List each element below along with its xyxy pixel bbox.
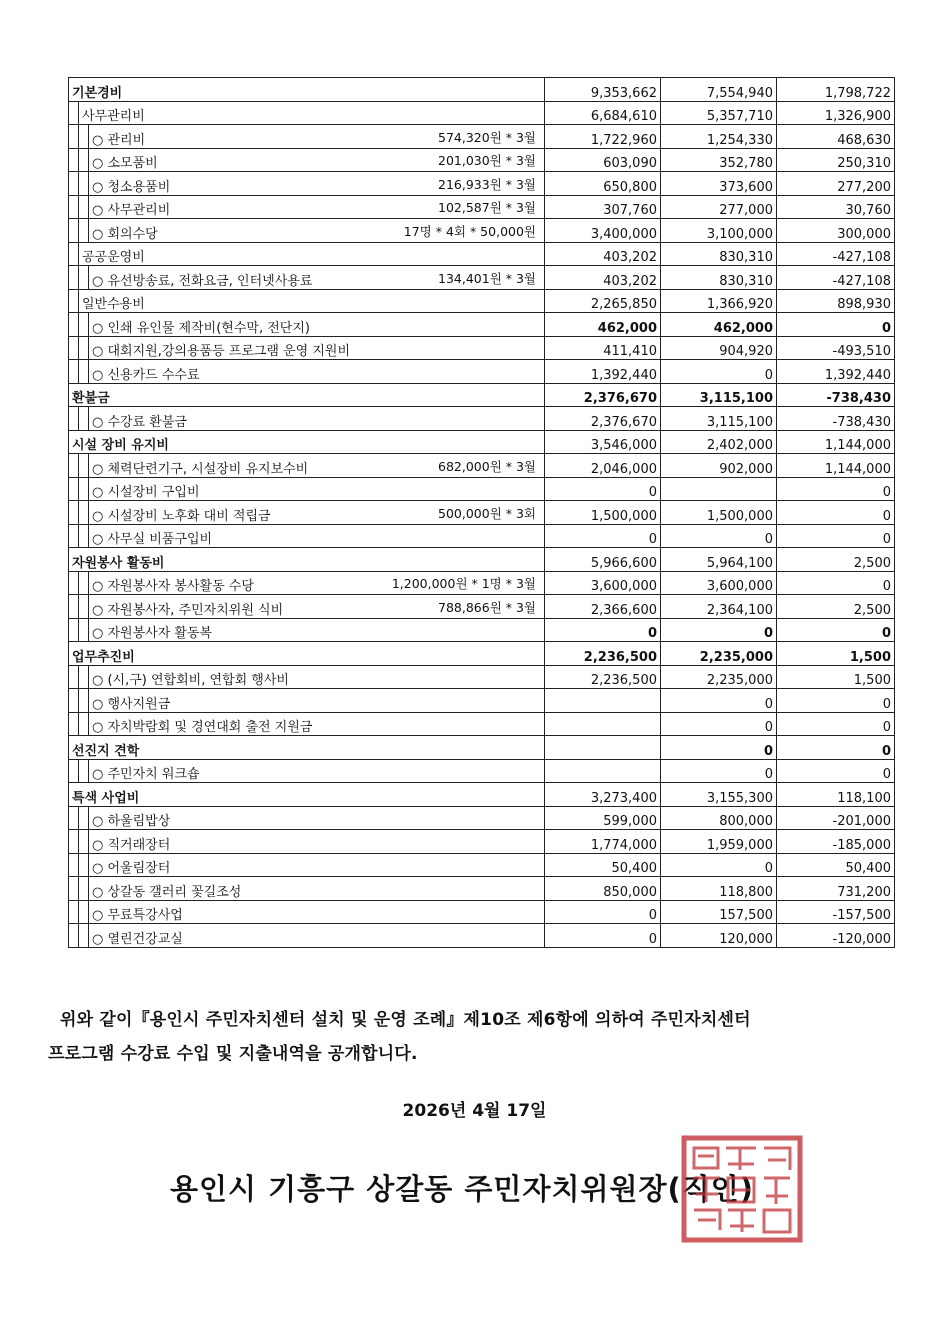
indent-cell [69, 336, 79, 360]
difference-amount: 2,500 [777, 595, 895, 619]
row-description [69, 78, 545, 102]
row-calculation: 574,320원 * 3월 [438, 129, 536, 145]
row-description [69, 548, 545, 572]
row-label: ○ 어울림장터 [92, 861, 171, 876]
expense-table [68, 77, 895, 948]
difference-amount: 0 [777, 313, 895, 337]
budget-amount: 2,236,500 [545, 665, 661, 689]
row-description [89, 924, 545, 948]
budget-amount: 50,400 [545, 853, 661, 877]
prior-amount: 904,920 [661, 336, 777, 360]
indent-cell [79, 266, 89, 290]
indent-cell [69, 125, 79, 149]
row-description [89, 806, 545, 830]
prior-amount: 0 [661, 853, 777, 877]
item-row [69, 759, 895, 783]
difference-amount: 1,144,000 [777, 430, 895, 454]
difference-amount: 1,500 [777, 665, 895, 689]
item-row [69, 195, 895, 219]
category-row [69, 642, 895, 666]
row-label: ○ 사무관리비 [92, 203, 171, 218]
row-calculation: 788,866원 * 3월 [438, 599, 536, 615]
prior-amount: 3,115,100 [661, 407, 777, 431]
prior-amount: 1,959,000 [661, 830, 777, 854]
prior-amount: 2,364,100 [661, 595, 777, 619]
prior-amount: 2,235,000 [661, 665, 777, 689]
item-row [69, 900, 895, 924]
item-row [69, 806, 895, 830]
row-label: ○ 신용카드 수수료 [92, 367, 200, 383]
row-label: 선진지 견학 [72, 743, 140, 759]
difference-amount: 731,200 [777, 877, 895, 901]
item-row [69, 336, 895, 360]
indent-cell [79, 336, 89, 360]
indent-cell [69, 101, 79, 125]
prior-amount: 1,366,920 [661, 289, 777, 313]
difference-amount: 1,798,722 [777, 78, 895, 102]
row-calculation: 134,401원 * 3월 [438, 270, 536, 286]
indent-cell [79, 759, 89, 783]
budget-amount: 3,400,000 [545, 219, 661, 243]
item-row [69, 595, 895, 619]
prior-amount: 5,964,100 [661, 548, 777, 572]
row-description [89, 759, 545, 783]
row-description [89, 689, 545, 713]
row-calculation: 1,200,000원 * 1명 * 3월 [391, 576, 536, 591]
indent-cell [69, 172, 79, 196]
row-label: ○ 자원봉사자 활동복 [92, 626, 213, 641]
item-row [69, 313, 895, 337]
budget-amount [545, 736, 661, 760]
row-label: ○ 상갈동 갤러리 꽃길조성 [92, 884, 242, 900]
prior-amount: 3,155,300 [661, 783, 777, 807]
row-description [89, 336, 545, 360]
indent-cell [79, 900, 89, 924]
row-calculation: 216,933원 * 3월 [438, 176, 536, 192]
budget-sheet [68, 77, 894, 948]
row-description [89, 877, 545, 901]
indent-cell [69, 830, 79, 854]
budget-amount: 462,000 [545, 313, 661, 337]
difference-amount: 1,392,440 [777, 360, 895, 384]
difference-amount: 300,000 [777, 219, 895, 243]
indent-cell [79, 524, 89, 548]
row-calculation: 17명 * 4회 * 50,000원 [403, 223, 536, 239]
indent-cell [69, 360, 79, 384]
indent-cell [79, 665, 89, 689]
row-description [89, 172, 545, 196]
item-row [69, 618, 895, 642]
difference-amount: 0 [777, 689, 895, 713]
difference-amount: 0 [777, 524, 895, 548]
indent-cell [69, 524, 79, 548]
indent-cell [69, 924, 79, 948]
row-label: ○ (시,구) 연합회비, 연합회 행사비 [92, 673, 289, 688]
item-row [69, 501, 895, 525]
item-row [69, 360, 895, 384]
prior-amount: 0 [661, 524, 777, 548]
difference-amount: 118,100 [777, 783, 895, 807]
item-row [69, 125, 895, 149]
row-description [89, 360, 545, 384]
indent-cell [69, 853, 79, 877]
difference-amount: -120,000 [777, 924, 895, 948]
row-label: ○ 행사지원금 [92, 696, 171, 712]
row-label: ○ 자원봉사자 봉사활동 수당 [92, 579, 254, 594]
indent-cell [69, 665, 79, 689]
prior-amount: 0 [661, 360, 777, 384]
row-label: ○ 소모품비 [92, 156, 158, 171]
subcategory-row [69, 289, 895, 313]
row-label: ○ 체력단련기구, 시설장비 유지보수비 [92, 461, 309, 477]
expense-table-body [69, 78, 895, 948]
budget-amount: 0 [545, 477, 661, 501]
prior-amount: 902,000 [661, 454, 777, 478]
prior-amount: 800,000 [661, 806, 777, 830]
budget-amount: 650,800 [545, 172, 661, 196]
prior-amount: 2,235,000 [661, 642, 777, 666]
item-row [69, 853, 895, 877]
difference-amount: 0 [777, 759, 895, 783]
indent-cell [69, 759, 79, 783]
row-label: ○ 회의수당 [92, 226, 158, 242]
row-description [89, 266, 545, 290]
indent-cell [79, 477, 89, 501]
prior-amount: 0 [661, 712, 777, 736]
budget-amount: 3,273,400 [545, 783, 661, 807]
indent-cell [69, 289, 79, 313]
row-label: ○ 직거래장터 [92, 837, 171, 853]
indent-cell [79, 407, 89, 431]
row-description [89, 313, 545, 337]
difference-amount: -738,430 [777, 407, 895, 431]
indent-cell [79, 454, 89, 478]
difference-amount: 2,500 [777, 548, 895, 572]
row-label: ○ 자치박람회 및 경연대회 출전 지원금 [92, 720, 313, 735]
item-row [69, 571, 895, 595]
row-calculation: 500,000원 * 3회 [438, 505, 536, 521]
budget-amount [545, 759, 661, 783]
indent-cell [79, 125, 89, 149]
prior-amount: 277,000 [661, 195, 777, 219]
indent-cell [79, 195, 89, 219]
item-row [69, 172, 895, 196]
item-row [69, 524, 895, 548]
item-row [69, 877, 895, 901]
indent-cell [69, 595, 79, 619]
prior-amount: 0 [661, 618, 777, 642]
item-row [69, 219, 895, 243]
difference-amount: 0 [777, 618, 895, 642]
item-row [69, 665, 895, 689]
row-label: ○ 주민자치 워크숍 [92, 767, 200, 782]
budget-amount: 0 [545, 618, 661, 642]
indent-cell [69, 148, 79, 172]
row-description [89, 712, 545, 736]
indent-cell [79, 924, 89, 948]
difference-amount: 0 [777, 477, 895, 501]
budget-amount: 599,000 [545, 806, 661, 830]
row-calculation: 102,587원 * 3월 [438, 200, 536, 215]
budget-amount: 0 [545, 900, 661, 924]
row-label: 기본경비 [72, 85, 123, 101]
prior-amount: 462,000 [661, 313, 777, 337]
row-calculation: 682,000원 * 3월 [438, 458, 536, 474]
difference-amount: -738,430 [777, 383, 895, 407]
prior-amount: 0 [661, 689, 777, 713]
difference-amount: 50,400 [777, 853, 895, 877]
budget-amount: 0 [545, 924, 661, 948]
row-label: ○ 열린건강교실 [92, 931, 183, 947]
row-description [89, 148, 545, 172]
row-label: ○ 청소용품비 [92, 179, 171, 195]
row-description [89, 477, 545, 501]
official-seal-stamp [680, 1134, 804, 1244]
indent-cell [79, 501, 89, 525]
prior-amount: 2,402,000 [661, 430, 777, 454]
row-description [69, 736, 545, 760]
row-description [69, 783, 545, 807]
row-label: ○ 시설장비 구입비 [92, 485, 200, 500]
difference-amount: -493,510 [777, 336, 895, 360]
budget-amount: 411,410 [545, 336, 661, 360]
difference-amount: 0 [777, 712, 895, 736]
item-row [69, 407, 895, 431]
indent-cell [69, 477, 79, 501]
prior-amount: 5,357,710 [661, 101, 777, 125]
item-row [69, 477, 895, 501]
row-label: ○ 하울림밥상 [92, 814, 171, 829]
budget-amount: 403,202 [545, 242, 661, 266]
category-row [69, 78, 895, 102]
row-description [69, 430, 545, 454]
row-description [89, 665, 545, 689]
row-description [69, 383, 545, 407]
indent-cell [79, 360, 89, 384]
indent-cell [79, 148, 89, 172]
budget-amount: 1,774,000 [545, 830, 661, 854]
budget-amount: 0 [545, 524, 661, 548]
row-description [89, 407, 545, 431]
budget-amount [545, 689, 661, 713]
disclosure-notice [48, 1003, 904, 1071]
row-description [89, 454, 545, 478]
prior-amount: 3,600,000 [661, 571, 777, 595]
difference-amount: 30,760 [777, 195, 895, 219]
difference-amount: 468,630 [777, 125, 895, 149]
prior-amount: 157,500 [661, 900, 777, 924]
difference-amount: 1,326,900 [777, 101, 895, 125]
row-label: ○ 사무실 비품구입비 [92, 532, 213, 547]
prior-amount: 830,310 [661, 266, 777, 290]
row-description [89, 900, 545, 924]
row-description [89, 571, 545, 595]
difference-amount: 277,200 [777, 172, 895, 196]
row-description [89, 595, 545, 619]
category-row [69, 383, 895, 407]
indent-cell [79, 689, 89, 713]
indent-cell [69, 806, 79, 830]
prior-amount: 120,000 [661, 924, 777, 948]
row-label: ○ 무료특강사업 [92, 908, 183, 923]
indent-cell [69, 877, 79, 901]
budget-amount: 2,376,670 [545, 383, 661, 407]
budget-amount: 3,546,000 [545, 430, 661, 454]
indent-cell [69, 571, 79, 595]
budget-amount: 2,046,000 [545, 454, 661, 478]
row-label: ○ 시설장비 노후화 대비 적립금 [92, 508, 271, 524]
difference-amount: 0 [777, 501, 895, 525]
difference-amount: -427,108 [777, 242, 895, 266]
difference-amount: 1,500 [777, 642, 895, 666]
budget-amount: 9,353,662 [545, 78, 661, 102]
row-description [89, 830, 545, 854]
indent-cell [79, 219, 89, 243]
prior-amount [661, 477, 777, 501]
row-description [79, 101, 545, 125]
category-row [69, 548, 895, 572]
item-row [69, 830, 895, 854]
row-description [79, 289, 545, 313]
item-row [69, 454, 895, 478]
row-label: ○ 유선방송료, 전화요금, 인터넷사용료 [92, 273, 313, 289]
difference-amount: -427,108 [777, 266, 895, 290]
budget-amount: 2,376,670 [545, 407, 661, 431]
row-description [79, 242, 545, 266]
prior-amount: 3,115,100 [661, 383, 777, 407]
budget-amount: 307,760 [545, 195, 661, 219]
indent-cell [79, 571, 89, 595]
difference-amount: 0 [777, 736, 895, 760]
row-label: 특색 사업비 [72, 790, 140, 806]
row-label: 시설 장비 유지비 [72, 438, 169, 453]
indent-cell [69, 195, 79, 219]
prior-amount: 1,500,000 [661, 501, 777, 525]
prior-amount: 118,800 [661, 877, 777, 901]
prior-amount: 3,100,000 [661, 219, 777, 243]
row-description [89, 195, 545, 219]
row-label: 사무관리비 [82, 109, 145, 124]
notice-date: 2026년 4월 17일 [402, 1101, 547, 1121]
subcategory-row [69, 101, 895, 125]
indent-cell [69, 219, 79, 243]
row-description [89, 853, 545, 877]
indent-cell [79, 853, 89, 877]
category-row [69, 783, 895, 807]
prior-amount: 0 [661, 759, 777, 783]
notice-line-1: 위와 같이『용인시 주민자치센터 설치 및 운영 조례』제10조 제6항에 의하여 주민자치센터 [60, 1010, 751, 1030]
difference-amount: 250,310 [777, 148, 895, 172]
row-description [89, 219, 545, 243]
row-label: ○ 자원봉사자, 주민자치위원 식비 [92, 602, 284, 618]
indent-cell [69, 242, 79, 266]
row-label: 공공운영비 [82, 250, 145, 265]
indent-cell [79, 172, 89, 196]
row-description [89, 524, 545, 548]
row-label: ○ 관리비 [92, 132, 146, 148]
budget-amount: 1,722,960 [545, 125, 661, 149]
indent-cell [79, 712, 89, 736]
indent-cell [69, 618, 79, 642]
difference-amount: -201,000 [777, 806, 895, 830]
row-label: ○ 대회지원,강의용품등 프로그램 운영 지원비 [92, 344, 351, 359]
prior-amount: 373,600 [661, 172, 777, 196]
difference-amount: -157,500 [777, 900, 895, 924]
row-label: 일반수용비 [82, 297, 145, 312]
row-label: 업무추진비 [72, 649, 135, 665]
row-label: ○ 수강료 환불금 [92, 414, 187, 430]
indent-cell [69, 266, 79, 290]
row-label: ○ 인쇄 유인물 제작비(현수막, 전단지) [92, 320, 310, 336]
budget-amount [545, 712, 661, 736]
budget-amount: 1,500,000 [545, 501, 661, 525]
row-label: 자원봉사 활동비 [72, 555, 165, 571]
budget-amount: 1,392,440 [545, 360, 661, 384]
indent-cell [79, 830, 89, 854]
indent-cell [69, 900, 79, 924]
prior-amount: 830,310 [661, 242, 777, 266]
item-row [69, 148, 895, 172]
indent-cell [79, 806, 89, 830]
row-description [89, 501, 545, 525]
budget-amount: 2,236,500 [545, 642, 661, 666]
indent-cell [69, 501, 79, 525]
indent-cell [69, 313, 79, 337]
item-row [69, 712, 895, 736]
indent-cell [79, 618, 89, 642]
budget-amount: 6,684,610 [545, 101, 661, 125]
indent-cell [69, 712, 79, 736]
budget-amount: 2,265,850 [545, 289, 661, 313]
prior-amount: 7,554,940 [661, 78, 777, 102]
budget-amount: 850,000 [545, 877, 661, 901]
indent-cell [79, 877, 89, 901]
budget-amount: 403,202 [545, 266, 661, 290]
row-description [69, 642, 545, 666]
difference-amount: -185,000 [777, 830, 895, 854]
row-description [89, 618, 545, 642]
category-row [69, 736, 895, 760]
indent-cell [69, 454, 79, 478]
subcategory-row [69, 242, 895, 266]
difference-amount: 1,144,000 [777, 454, 895, 478]
indent-cell [79, 595, 89, 619]
budget-amount: 3,600,000 [545, 571, 661, 595]
row-calculation: 201,030원 * 3월 [438, 153, 536, 168]
budget-amount: 5,966,600 [545, 548, 661, 572]
signature-line: 용인시 기흥구 상갈동 주민자치위원장(직인) [170, 1172, 755, 1206]
notice-line-2: 프로그램 수강료 수입 및 지출내역을 공개합니다. [48, 1044, 418, 1064]
difference-amount: 898,930 [777, 289, 895, 313]
prior-amount: 0 [661, 736, 777, 760]
budget-amount: 2,366,600 [545, 595, 661, 619]
row-description [89, 125, 545, 149]
category-row [69, 430, 895, 454]
prior-amount: 1,254,330 [661, 125, 777, 149]
indent-cell [69, 689, 79, 713]
budget-amount: 603,090 [545, 148, 661, 172]
indent-cell [69, 407, 79, 431]
difference-amount: 0 [777, 571, 895, 595]
item-row [69, 266, 895, 290]
prior-amount: 352,780 [661, 148, 777, 172]
item-row [69, 689, 895, 713]
row-label: 환불금 [72, 391, 110, 406]
indent-cell [79, 313, 89, 337]
item-row [69, 924, 895, 948]
